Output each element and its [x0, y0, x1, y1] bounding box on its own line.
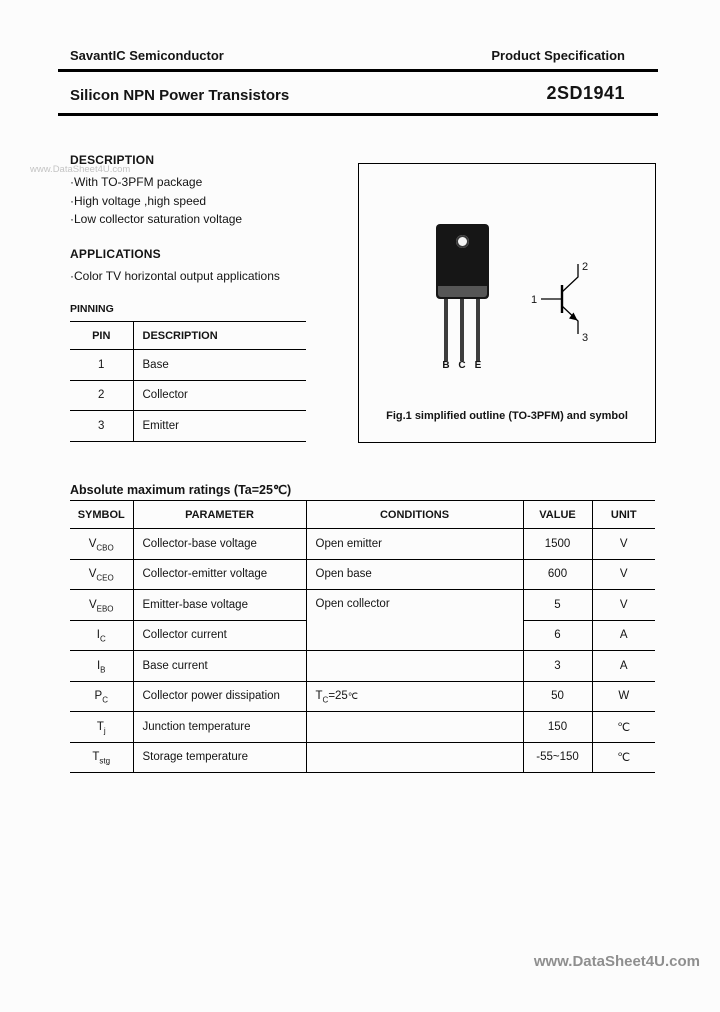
ratings-header-conditions: CONDITIONS — [306, 501, 523, 529]
pin-description: Collector — [133, 380, 306, 411]
cell-unit: A — [592, 620, 655, 651]
ratings-table — [70, 500, 655, 773]
symbol-pin-emitter-label: 3 — [582, 332, 589, 344]
figure-caption: Fig.1 simplified outline (TO-3PFM) and symbol — [386, 410, 628, 422]
applications-section — [70, 247, 360, 286]
pinning-heading: PINNING — [70, 303, 114, 315]
part-number: 2SD1941 — [546, 83, 625, 103]
cell-conditions — [306, 742, 523, 773]
cell-parameter: Base current — [133, 651, 306, 682]
header-rule — [58, 69, 658, 72]
ratings-row — [70, 590, 655, 621]
cell-parameter: Junction temperature — [133, 712, 306, 743]
pinning-header-pin: PIN — [70, 322, 133, 350]
watermark-footer: www.DataSheet4U.com — [533, 953, 700, 970]
ratings-header-value: VALUE — [523, 501, 592, 529]
package-lead-base — [444, 299, 448, 361]
pin-description: Emitter — [133, 411, 306, 442]
cell-unit: W — [592, 681, 655, 712]
cell-conditions — [306, 712, 523, 743]
cell-symbol: $T_{stg}$ — [70, 742, 133, 773]
company-name: SavantIC Semiconductor — [70, 48, 224, 63]
pinning-row — [70, 350, 306, 381]
ratings-row — [70, 681, 655, 712]
ratings-row — [70, 742, 655, 773]
cell-parameter: Emitter-base voltage — [133, 590, 306, 621]
cell-symbol: $V_{CBO}$ — [70, 529, 133, 560]
watermark-text: www.DataSheet4U.com — [30, 164, 131, 175]
cell-conditions: Open base — [306, 559, 523, 590]
cell-unit: A — [592, 651, 655, 682]
description-item: ·With TO-3PFM package — [70, 175, 203, 189]
pin-number: 2 — [70, 380, 133, 411]
cell-value: 150 — [523, 712, 592, 743]
cell-symbol: $I_B$ — [70, 651, 133, 682]
description-items — [70, 173, 350, 229]
cell-symbol: $V_{CEO}$ — [70, 559, 133, 590]
ratings-row — [70, 651, 655, 682]
mounting-hole — [456, 235, 469, 248]
cell-value: 3 — [523, 651, 592, 682]
cell-parameter: Collector current — [133, 620, 306, 651]
package-lead-collector — [460, 299, 464, 361]
cell-symbol: $T_j$ — [70, 712, 133, 743]
description-section — [70, 153, 350, 229]
lead-label-e: E — [474, 360, 482, 371]
description-heading: DESCRIPTION — [70, 153, 155, 167]
cell-value: 50 — [523, 681, 592, 712]
cell-unit: V — [592, 529, 655, 560]
ratings-heading: Absolute maximum ratings (Ta=25℃) — [70, 483, 292, 497]
ratings-row — [70, 529, 655, 560]
cell-conditions: $T_C=25℃$ — [306, 681, 523, 712]
cell-value: 5 — [523, 590, 592, 621]
ratings-header-parameter: PARAMETER — [133, 501, 306, 529]
cell-value: 600 — [523, 559, 592, 590]
cell-conditions: Open emitter — [306, 529, 523, 560]
applications-items — [70, 267, 360, 286]
symbol-pin-base-label: 1 — [531, 294, 538, 306]
cell-value: -55~150 — [523, 742, 592, 773]
pinning-header-description: DESCRIPTION — [133, 322, 306, 350]
lead-label-b: B — [442, 360, 450, 371]
pin-number: 3 — [70, 411, 133, 442]
cell-parameter: Collector-base voltage — [133, 529, 306, 560]
title-rule — [58, 113, 658, 116]
lead-label-c: C — [458, 360, 466, 371]
cell-unit: V — [592, 590, 655, 621]
applications-heading: APPLICATIONS — [70, 247, 161, 261]
ratings-header-row — [70, 501, 655, 529]
description-item: ·Low collector saturation voltage — [70, 212, 243, 226]
cell-unit: ℃ — [592, 712, 655, 743]
ratings-row — [70, 559, 655, 590]
cell-parameter: Collector-emitter voltage — [133, 559, 306, 590]
description-item: ·High voltage ,high speed — [70, 193, 207, 208]
npn-transistor-symbol-icon — [525, 260, 605, 348]
cell-parameter: Collector power dissipation — [133, 681, 306, 712]
cell-symbol: $I_C$ — [70, 620, 133, 651]
applications-item: ·Color TV horizontal output applications — [70, 269, 280, 283]
package-base-strip — [438, 286, 487, 297]
cell-unit: V — [592, 559, 655, 590]
cell-unit: ℃ — [592, 742, 655, 773]
pin-description: Base — [133, 350, 306, 381]
cell-symbol: $P_C$ — [70, 681, 133, 712]
pin-number: 1 — [70, 350, 133, 381]
cell-symbol: $V_{EBO}$ — [70, 590, 133, 621]
pinning-header-row — [70, 322, 306, 350]
cell-value: 1500 — [523, 529, 592, 560]
ratings-header-symbol: SYMBOL — [70, 501, 133, 529]
pinning-table — [70, 321, 306, 442]
figure-box — [358, 163, 656, 443]
cell-parameter: Storage temperature — [133, 742, 306, 773]
cell-conditions: Open collector — [306, 590, 523, 651]
cell-conditions — [306, 651, 523, 682]
package-drawing — [436, 224, 489, 299]
pinning-row — [70, 411, 306, 442]
product-specification-label: Product Specification — [491, 48, 625, 63]
ratings-header-unit: UNIT — [592, 501, 655, 529]
ratings-row — [70, 712, 655, 743]
package-lead-emitter — [476, 299, 480, 361]
pinning-row — [70, 380, 306, 411]
symbol-pin-collector-label: 2 — [582, 261, 589, 273]
cell-value: 6 — [523, 620, 592, 651]
document-title: Silicon NPN Power Transistors — [70, 87, 290, 104]
